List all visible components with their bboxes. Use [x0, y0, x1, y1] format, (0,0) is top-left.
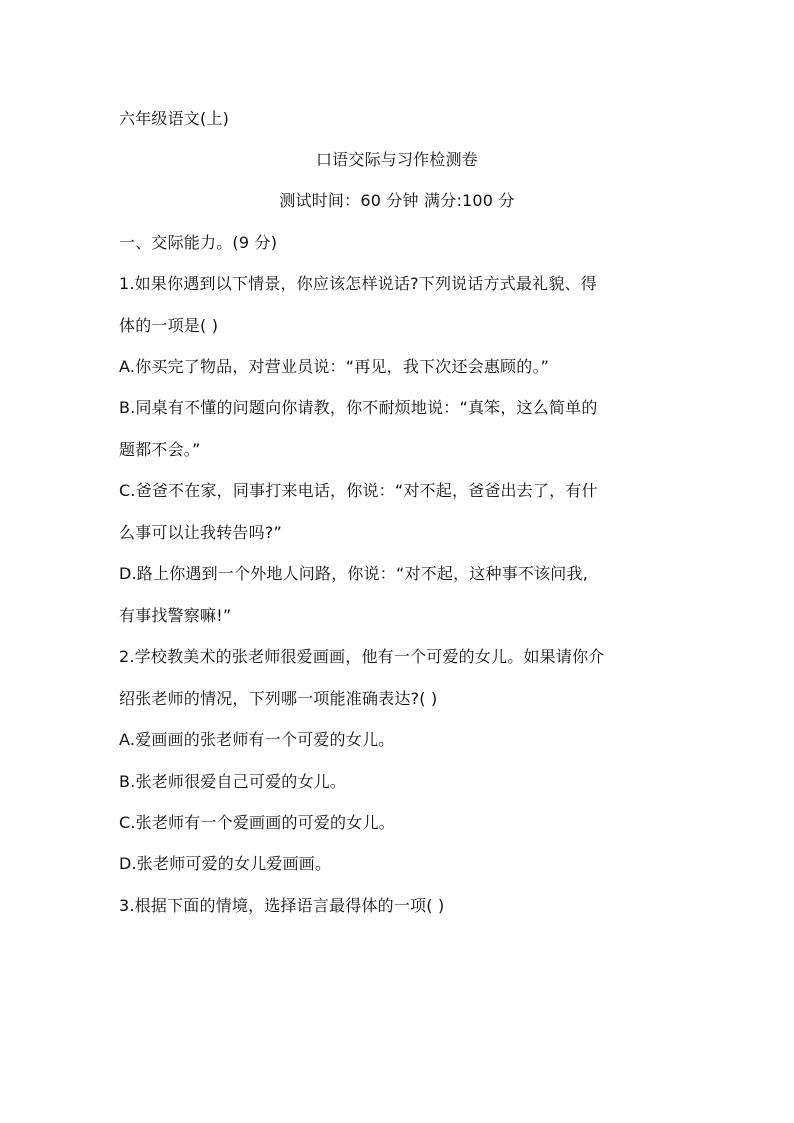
page-title: 口语交际与习作检测卷: [315, 150, 478, 169]
q2-option-a: A.爱画画的张老师有一个可爱的女儿。: [119, 730, 395, 749]
test-meta: 测试时间：60 分钟 满分:100 分: [279, 191, 515, 210]
q1-option-a: A.你买完了物品，对营业员说：“再见，我下次还会惠顾的。”: [119, 357, 550, 376]
section-heading: 一、交际能力。(9 分): [119, 233, 278, 252]
q1-option-b-line1: B.同桌有不懂的问题向你请教，你不耐烦地说：“真笨，这么简单的: [119, 398, 598, 417]
q2-stem-line1: 2.学校教美术的张老师很爱画画，他有一个可爱的女儿。如果请你介: [119, 647, 605, 666]
q2-option-b: B.张老师很爱自己可爱的女儿。: [119, 772, 347, 791]
q1-option-d-line1: D.路上你遇到一个外地人问路，你说：“对不起，这种事不该问我,: [119, 564, 588, 583]
q1-option-c-line1: C.爸爸不在家，同事打来电话，你说：“对不起，爸爸出去了，有什: [119, 481, 598, 500]
q3-stem-line1: 3.根据下面的情境，选择语言最得体的一项( ): [119, 896, 445, 915]
grade-label: 六年级语文(上): [119, 109, 230, 128]
q1-stem-line2: 体的一项是( ): [119, 316, 219, 335]
q1-option-b-line2: 题都不会。”: [119, 440, 201, 459]
q1-stem-line1: 1.如果你遇到以下情景，你应该怎样说话?下列说话方式最礼貌、得: [119, 274, 597, 293]
q2-option-d: D.张老师可爱的女儿爱画画。: [119, 854, 332, 873]
q2-option-c: C.张老师有一个爱画画的可爱的女儿。: [119, 813, 395, 832]
q1-option-d-line2: 有事找警察嘛!”: [119, 606, 232, 625]
q1-option-c-line2: 么事可以让我转告吗?”: [119, 523, 282, 542]
q2-stem-line2: 绍张老师的情况，下列哪一项能准确表达?( ): [119, 689, 438, 708]
